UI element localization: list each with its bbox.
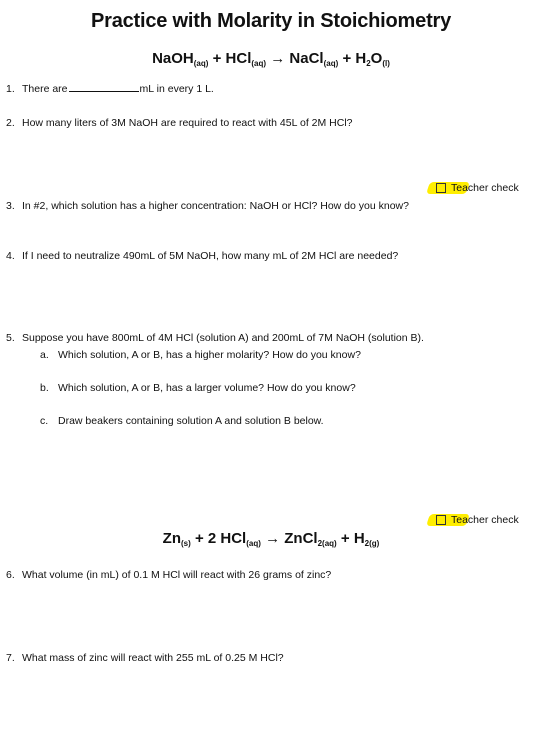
- state-h: 2(g): [364, 539, 380, 548]
- page-title: Practice with Molarity in Stoichiometry: [90, 10, 452, 32]
- formula-zncl: ZnCl: [284, 530, 318, 547]
- question-text: In #2, which solution has a higher concentration: NaOH or HCl? How do you know?: [22, 200, 409, 212]
- question-5: [6, 331, 424, 345]
- reaction-arrow: →: [270, 50, 286, 67]
- state-hcl: (aq): [246, 539, 261, 548]
- question-5a: [40, 348, 361, 362]
- question-6: [6, 568, 331, 582]
- question-text: There are: [22, 83, 68, 95]
- state-zn: (s): [180, 539, 191, 548]
- question-text: What mass of zinc will react with 255 mL of 0.25 M HCl?: [22, 652, 284, 664]
- state-naoh: (aq): [193, 59, 209, 68]
- question-1: [6, 82, 214, 96]
- state-nacl: (aq): [323, 59, 339, 68]
- teacher-check-label: Teacher check: [451, 514, 519, 526]
- teacher-check-2[interactable]: [436, 513, 519, 527]
- teacher-check-label: Teacher check: [451, 182, 519, 194]
- question-7: [6, 651, 284, 665]
- equation-neutralization: [0, 50, 542, 68]
- state-zncl: 2(aq): [317, 539, 337, 548]
- subscript-2: 2: [366, 59, 371, 68]
- state-hcl: (aq): [251, 59, 267, 68]
- question-number: 2.: [6, 117, 15, 129]
- answer-blank[interactable]: [69, 82, 139, 92]
- question-number: 3.: [6, 200, 15, 212]
- formula-hcl: HCl: [220, 530, 247, 547]
- question-text: Which solution, A or B, has a larger volume? How do you know?: [58, 382, 356, 394]
- question-text: Draw beakers containing solution A and solution B below.: [58, 415, 324, 427]
- sub-question-letter: b.: [40, 382, 49, 394]
- state-water: (l): [382, 59, 390, 68]
- plus-sign: +: [340, 530, 350, 547]
- formula-hcl: HCl: [225, 50, 252, 67]
- equation-zinc-reaction: [0, 530, 542, 548]
- formula-h: H: [353, 530, 365, 547]
- question-4: [6, 249, 398, 263]
- plus-sign: +: [212, 50, 222, 67]
- question-5c: [40, 414, 324, 428]
- question-text: Which solution, A or B, has a higher molarity? How do you know?: [58, 349, 361, 361]
- question-number: 5.: [6, 332, 15, 344]
- formula-naoh: NaOH: [152, 50, 194, 67]
- question-number: 4.: [6, 250, 15, 262]
- checkbox-icon[interactable]: [436, 183, 446, 193]
- formula-h: H: [355, 50, 367, 67]
- question-3: [6, 199, 409, 213]
- formula-zn: Zn: [162, 530, 181, 547]
- formula-o: O: [370, 50, 383, 67]
- question-5b: [40, 381, 356, 395]
- question-text: What volume (in mL) of 0.1 M HCl will react with 26 grams of zinc?: [22, 569, 332, 581]
- question-text: mL in every 1 L.: [139, 83, 214, 95]
- formula-nacl: NaCl: [289, 50, 324, 67]
- plus-sign: + 2: [194, 530, 217, 547]
- sub-question-letter: a.: [40, 349, 49, 361]
- question-text: How many liters of 3M NaOH are required to react with 45L of 2M HCl?: [22, 117, 353, 129]
- teacher-check-1[interactable]: [436, 181, 519, 195]
- question-text: If I need to neutralize 490mL of 5M NaOH, how many mL of 2M HCl are needed?: [22, 250, 399, 262]
- reaction-arrow: →: [265, 530, 281, 547]
- question-number: 7.: [6, 652, 15, 664]
- plus-sign: +: [342, 50, 352, 67]
- question-text: Suppose you have 800mL of 4M HCl (solution A) and 200mL of 7M NaOH (solution B).: [22, 332, 424, 344]
- checkbox-icon[interactable]: [436, 515, 446, 525]
- question-2: [6, 116, 353, 130]
- question-number: 1.: [6, 83, 15, 95]
- question-number: 6.: [6, 569, 15, 581]
- sub-question-letter: c.: [40, 415, 49, 427]
